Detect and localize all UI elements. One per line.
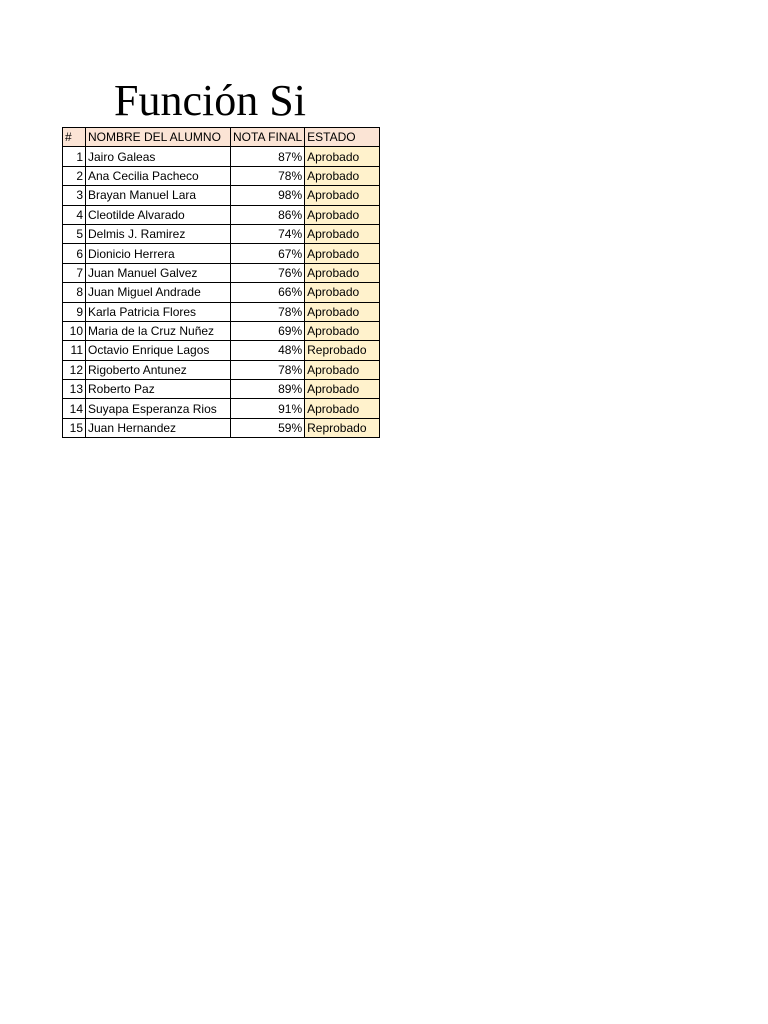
- final-grade: 91%: [231, 399, 305, 418]
- final-grade: 69%: [231, 321, 305, 340]
- student-name: Jairo Galeas: [86, 147, 231, 166]
- status: Aprobado: [305, 302, 380, 321]
- final-grade: 78%: [231, 360, 305, 379]
- final-grade: 48%: [231, 341, 305, 360]
- table-row: [63, 244, 380, 263]
- final-grade: 66%: [231, 283, 305, 302]
- student-name: Karla Patricia Flores: [86, 302, 231, 321]
- table-row: [63, 205, 380, 224]
- status: Aprobado: [305, 186, 380, 205]
- row-number: 7: [63, 263, 86, 282]
- status: Aprobado: [305, 360, 380, 379]
- final-grade: 67%: [231, 244, 305, 263]
- table-row: [63, 166, 380, 185]
- student-name: Octavio Enrique Lagos: [86, 341, 231, 360]
- student-name: Rigoberto Antunez: [86, 360, 231, 379]
- final-grade: 76%: [231, 263, 305, 282]
- status: Aprobado: [305, 147, 380, 166]
- status: Aprobado: [305, 380, 380, 399]
- row-number: 13: [63, 380, 86, 399]
- status: Aprobado: [305, 244, 380, 263]
- table-row: [63, 147, 380, 166]
- grades-table: [62, 127, 380, 438]
- row-number: 14: [63, 399, 86, 418]
- status: Reprobado: [305, 418, 380, 437]
- row-number: 2: [63, 166, 86, 185]
- student-name: Delmis J. Ramirez: [86, 224, 231, 243]
- table-row: [63, 380, 380, 399]
- status: Aprobado: [305, 166, 380, 185]
- header-student-name: NOMBRE DEL ALUMNO: [86, 128, 231, 147]
- row-number: 3: [63, 186, 86, 205]
- student-name: Juan Manuel Galvez: [86, 263, 231, 282]
- table-row: [63, 360, 380, 379]
- table-row: [63, 418, 380, 437]
- status: Reprobado: [305, 341, 380, 360]
- student-name: Roberto Paz: [86, 380, 231, 399]
- student-name: Juan Miguel Andrade: [86, 283, 231, 302]
- student-name: Suyapa Esperanza Rios: [86, 399, 231, 418]
- student-name: Brayan Manuel Lara: [86, 186, 231, 205]
- student-name: Maria de la Cruz Nuñez: [86, 321, 231, 340]
- table-row: [63, 399, 380, 418]
- table-row: [63, 186, 380, 205]
- header-status: ESTADO: [305, 128, 380, 147]
- row-number: 8: [63, 283, 86, 302]
- table-row: [63, 283, 380, 302]
- table-row: [63, 341, 380, 360]
- header-final-grade: NOTA FINAL: [231, 128, 305, 147]
- student-name: Ana Cecilia Pacheco: [86, 166, 231, 185]
- final-grade: 78%: [231, 302, 305, 321]
- status: Aprobado: [305, 283, 380, 302]
- row-number: 4: [63, 205, 86, 224]
- row-number: 12: [63, 360, 86, 379]
- table-row: [63, 263, 380, 282]
- status: Aprobado: [305, 224, 380, 243]
- final-grade: 98%: [231, 186, 305, 205]
- final-grade: 59%: [231, 418, 305, 437]
- row-number: 9: [63, 302, 86, 321]
- table-row: [63, 224, 380, 243]
- final-grade: 87%: [231, 147, 305, 166]
- table-row: [63, 302, 380, 321]
- row-number: 10: [63, 321, 86, 340]
- header-number: #: [63, 128, 86, 147]
- final-grade: 86%: [231, 205, 305, 224]
- row-number: 15: [63, 418, 86, 437]
- status: Aprobado: [305, 263, 380, 282]
- status: Aprobado: [305, 399, 380, 418]
- row-number: 11: [63, 341, 86, 360]
- final-grade: 78%: [231, 166, 305, 185]
- student-name: Juan Hernandez: [86, 418, 231, 437]
- row-number: 1: [63, 147, 86, 166]
- status: Aprobado: [305, 205, 380, 224]
- student-name: Cleotilde Alvarado: [86, 205, 231, 224]
- row-number: 5: [63, 224, 86, 243]
- table-header-row: [63, 128, 380, 147]
- table-row: [63, 321, 380, 340]
- status: Aprobado: [305, 321, 380, 340]
- student-name: Dionicio Herrera: [86, 244, 231, 263]
- row-number: 6: [63, 244, 86, 263]
- final-grade: 74%: [231, 224, 305, 243]
- final-grade: 89%: [231, 380, 305, 399]
- page-title: Función Si: [114, 76, 306, 125]
